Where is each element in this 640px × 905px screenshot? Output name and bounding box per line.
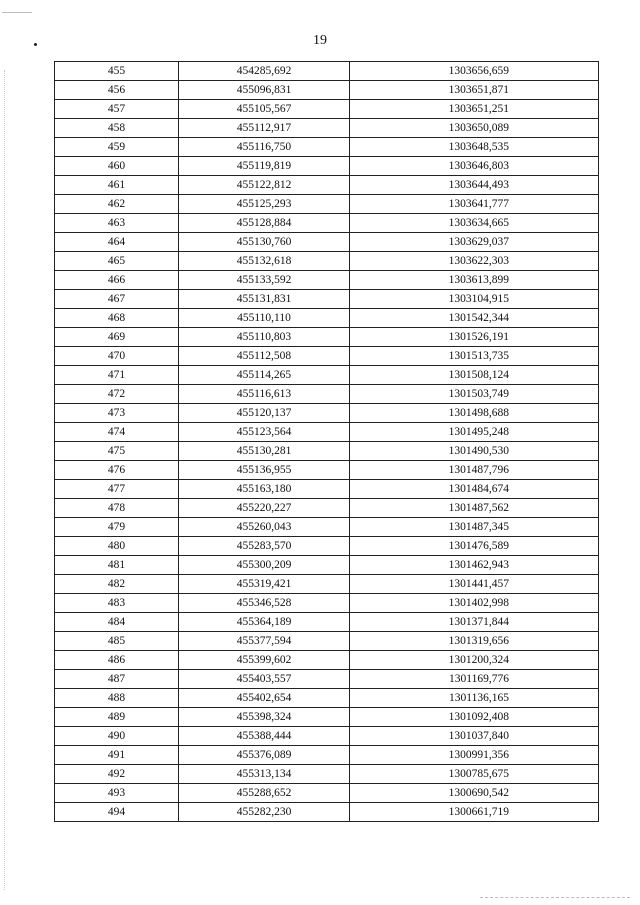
x-coordinate-cell: 455096,831 (179, 81, 350, 100)
point-number-cell: 492 (55, 765, 179, 784)
x-coordinate-cell: 455163,180 (179, 480, 350, 499)
y-coordinate-cell: 1301487,345 (350, 518, 599, 537)
y-coordinate-cell: 1303613,899 (350, 271, 599, 290)
x-coordinate-cell: 455346,528 (179, 594, 350, 613)
table-row (55, 290, 599, 309)
x-coordinate-cell: 455399,602 (179, 651, 350, 670)
y-coordinate-cell: 1300690,542 (350, 784, 599, 803)
y-coordinate-cell: 1303104,915 (350, 290, 599, 309)
x-coordinate-cell: 455402,654 (179, 689, 350, 708)
y-coordinate-cell: 1301371,844 (350, 613, 599, 632)
table-row (55, 499, 599, 518)
y-coordinate-cell: 1303651,251 (350, 100, 599, 119)
y-coordinate-cell: 1301476,589 (350, 537, 599, 556)
point-number-cell: 464 (55, 233, 179, 252)
point-number-cell: 459 (55, 138, 179, 157)
table-row (55, 689, 599, 708)
point-number-cell: 486 (55, 651, 179, 670)
table-row (55, 594, 599, 613)
table-row (55, 404, 599, 423)
x-coordinate-cell: 454285,692 (179, 62, 350, 81)
y-coordinate-cell: 1301487,562 (350, 499, 599, 518)
x-coordinate-cell: 455122,812 (179, 176, 350, 195)
y-coordinate-cell: 1301441,457 (350, 575, 599, 594)
table-row (55, 328, 599, 347)
table-row (55, 100, 599, 119)
point-number-cell: 471 (55, 366, 179, 385)
point-number-cell: 480 (55, 537, 179, 556)
point-number-cell: 476 (55, 461, 179, 480)
table-row (55, 803, 599, 822)
y-coordinate-cell: 1301037,840 (350, 727, 599, 746)
table-row (55, 461, 599, 480)
point-number-cell: 467 (55, 290, 179, 309)
table-row (55, 765, 599, 784)
x-coordinate-cell: 455110,110 (179, 309, 350, 328)
y-coordinate-cell: 1301092,408 (350, 708, 599, 727)
point-number-cell: 490 (55, 727, 179, 746)
table-row (55, 727, 599, 746)
table-row (55, 651, 599, 670)
point-number-cell: 479 (55, 518, 179, 537)
scan-edge (4, 70, 5, 890)
point-number-cell: 460 (55, 157, 179, 176)
table-row (55, 746, 599, 765)
point-number-cell: 483 (55, 594, 179, 613)
point-number-cell: 474 (55, 423, 179, 442)
table-row (55, 670, 599, 689)
point-number-cell: 456 (55, 81, 179, 100)
y-coordinate-cell: 1301498,688 (350, 404, 599, 423)
x-coordinate-cell: 455116,613 (179, 385, 350, 404)
table-row (55, 119, 599, 138)
y-coordinate-cell: 1301508,124 (350, 366, 599, 385)
x-coordinate-cell: 455282,230 (179, 803, 350, 822)
y-coordinate-cell: 1301503,749 (350, 385, 599, 404)
table-row (55, 518, 599, 537)
x-coordinate-cell: 455376,089 (179, 746, 350, 765)
y-coordinate-cell: 1303629,037 (350, 233, 599, 252)
x-coordinate-cell: 455300,209 (179, 556, 350, 575)
table-row (55, 423, 599, 442)
y-coordinate-cell: 1301136,165 (350, 689, 599, 708)
x-coordinate-cell: 455130,760 (179, 233, 350, 252)
point-number-cell: 493 (55, 784, 179, 803)
point-number-cell: 482 (55, 575, 179, 594)
x-coordinate-cell: 455136,955 (179, 461, 350, 480)
y-coordinate-cell: 1303641,777 (350, 195, 599, 214)
table-row (55, 252, 599, 271)
y-coordinate-cell: 1300785,675 (350, 765, 599, 784)
table-row (55, 233, 599, 252)
table-row (55, 347, 599, 366)
y-coordinate-cell: 1303651,871 (350, 81, 599, 100)
point-number-cell: 484 (55, 613, 179, 632)
point-number-cell: 475 (55, 442, 179, 461)
point-number-cell: 472 (55, 385, 179, 404)
table-row (55, 708, 599, 727)
point-number-cell: 455 (55, 62, 179, 81)
table-row (55, 195, 599, 214)
table-row (55, 480, 599, 499)
y-coordinate-cell: 1301490,530 (350, 442, 599, 461)
table-row (55, 613, 599, 632)
table-row (55, 784, 599, 803)
point-number-cell: 465 (55, 252, 179, 271)
y-coordinate-cell: 1303646,803 (350, 157, 599, 176)
x-coordinate-cell: 455313,134 (179, 765, 350, 784)
table-row (55, 138, 599, 157)
point-number-cell: 469 (55, 328, 179, 347)
x-coordinate-cell: 455288,652 (179, 784, 350, 803)
point-number-cell: 494 (55, 803, 179, 822)
table-row (55, 214, 599, 233)
point-number-cell: 485 (55, 632, 179, 651)
table-row (55, 157, 599, 176)
scan-mark (2, 12, 32, 13)
y-coordinate-cell: 1301542,344 (350, 309, 599, 328)
x-coordinate-cell: 455128,884 (179, 214, 350, 233)
x-coordinate-cell: 455377,594 (179, 632, 350, 651)
scan-edge (480, 897, 630, 898)
point-number-cell: 488 (55, 689, 179, 708)
x-coordinate-cell: 455283,570 (179, 537, 350, 556)
point-number-cell: 463 (55, 214, 179, 233)
y-coordinate-cell: 1303644,493 (350, 176, 599, 195)
x-coordinate-cell: 455123,564 (179, 423, 350, 442)
table-row (55, 556, 599, 575)
y-coordinate-cell: 1301462,943 (350, 556, 599, 575)
table-row (55, 176, 599, 195)
page-number: 19 (313, 33, 327, 48)
point-number-cell: 481 (55, 556, 179, 575)
y-coordinate-cell: 1301513,735 (350, 347, 599, 366)
x-coordinate-cell: 455112,508 (179, 347, 350, 366)
x-coordinate-cell: 455403,557 (179, 670, 350, 689)
x-coordinate-cell: 455260,043 (179, 518, 350, 537)
y-coordinate-cell: 1301402,998 (350, 594, 599, 613)
x-coordinate-cell: 455398,324 (179, 708, 350, 727)
x-coordinate-cell: 455132,618 (179, 252, 350, 271)
x-coordinate-cell: 455112,917 (179, 119, 350, 138)
point-number-cell: 473 (55, 404, 179, 423)
point-number-cell: 461 (55, 176, 179, 195)
point-number-cell: 458 (55, 119, 179, 138)
x-coordinate-cell: 455116,750 (179, 138, 350, 157)
y-coordinate-cell: 1303656,659 (350, 62, 599, 81)
y-coordinate-cell: 1303648,535 (350, 138, 599, 157)
y-coordinate-cell: 1301200,324 (350, 651, 599, 670)
point-number-cell: 489 (55, 708, 179, 727)
table-row (55, 81, 599, 100)
x-coordinate-cell: 455130,281 (179, 442, 350, 461)
table-row (55, 62, 599, 81)
x-coordinate-cell: 455388,444 (179, 727, 350, 746)
table-row (55, 575, 599, 594)
x-coordinate-cell: 455364,189 (179, 613, 350, 632)
y-coordinate-cell: 1301484,674 (350, 480, 599, 499)
y-coordinate-cell: 1301319,656 (350, 632, 599, 651)
point-number-cell: 477 (55, 480, 179, 499)
point-number-cell: 491 (55, 746, 179, 765)
x-coordinate-cell: 455110,803 (179, 328, 350, 347)
table-row (55, 309, 599, 328)
y-coordinate-cell: 1301487,796 (350, 461, 599, 480)
x-coordinate-cell: 455220,227 (179, 499, 350, 518)
x-coordinate-cell: 455319,421 (179, 575, 350, 594)
coordinates-table-body (55, 62, 599, 822)
table-row (55, 271, 599, 290)
y-coordinate-cell: 1301169,776 (350, 670, 599, 689)
coordinates-table (54, 61, 599, 822)
point-number-cell: 478 (55, 499, 179, 518)
y-coordinate-cell: 1303634,665 (350, 214, 599, 233)
table-row (55, 632, 599, 651)
x-coordinate-cell: 455114,265 (179, 366, 350, 385)
point-number-cell: 462 (55, 195, 179, 214)
point-number-cell: 487 (55, 670, 179, 689)
point-number-cell: 468 (55, 309, 179, 328)
x-coordinate-cell: 455105,567 (179, 100, 350, 119)
x-coordinate-cell: 455131,831 (179, 290, 350, 309)
y-coordinate-cell: 1300661,719 (350, 803, 599, 822)
y-coordinate-cell: 1303622,303 (350, 252, 599, 271)
table-row (55, 537, 599, 556)
y-coordinate-cell: 1301495,248 (350, 423, 599, 442)
x-coordinate-cell: 455120,137 (179, 404, 350, 423)
table-row (55, 385, 599, 404)
table-row (55, 366, 599, 385)
table-row (55, 442, 599, 461)
x-coordinate-cell: 455125,293 (179, 195, 350, 214)
point-number-cell: 457 (55, 100, 179, 119)
y-coordinate-cell: 1300991,356 (350, 746, 599, 765)
point-number-cell: 466 (55, 271, 179, 290)
x-coordinate-cell: 455119,819 (179, 157, 350, 176)
x-coordinate-cell: 455133,592 (179, 271, 350, 290)
point-number-cell: 470 (55, 347, 179, 366)
y-coordinate-cell: 1303650,089 (350, 119, 599, 138)
y-coordinate-cell: 1301526,191 (350, 328, 599, 347)
